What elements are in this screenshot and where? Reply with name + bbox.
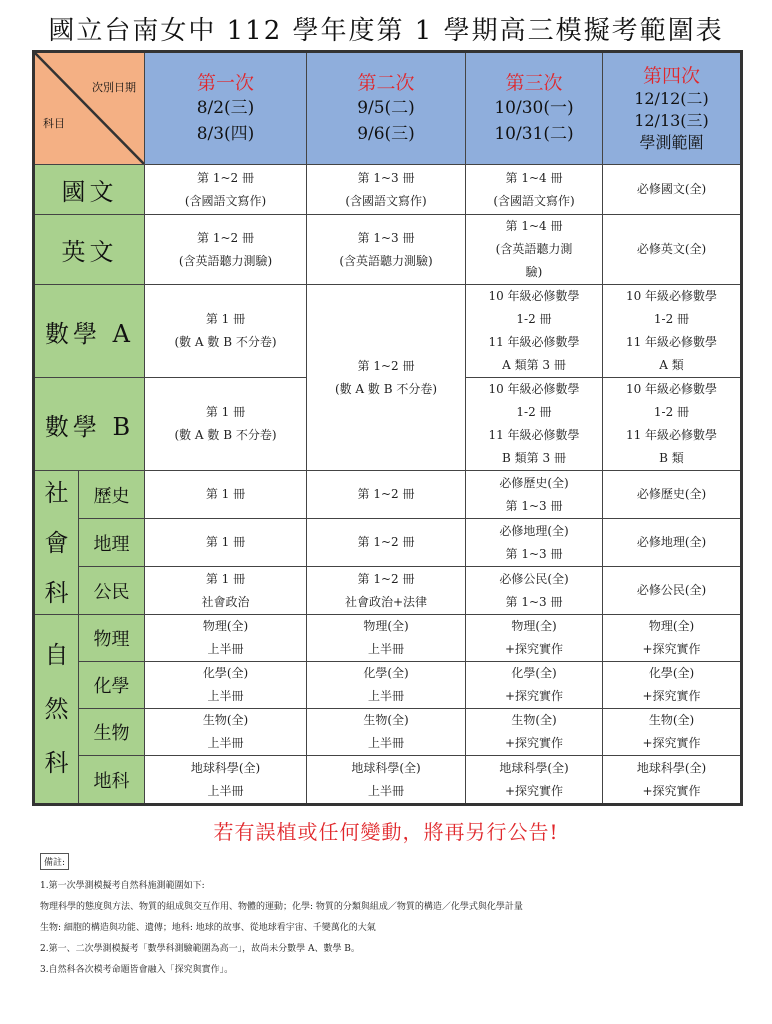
table-row — [34, 615, 742, 662]
scope-cell: 生物(全) 上半冊 — [145, 709, 307, 756]
scope-cell: 必修國文(全) — [603, 165, 742, 215]
corner-subject-label: 科目 — [43, 117, 65, 130]
subject-label: 公民 — [79, 567, 145, 615]
subject-label: 歷史 — [79, 471, 145, 519]
exam-scope-table — [32, 50, 743, 806]
scope-cell: 必修英文(全) — [603, 215, 742, 285]
scope-cell: 10 年級必修數學 1-2 冊 11 年級必修數學 B 類第 3 冊 — [466, 378, 603, 471]
remark-line: 物理科學的態度與方法、物質的組成與交互作用、物體的運動；化學: 物質的分類與組成／物質的構造／化學式與化學計量 — [40, 902, 523, 912]
page-title: 國立台南女中 112 學年度第 1 學期高三模擬考範圍表 — [48, 16, 724, 46]
exam-3-header — [466, 52, 603, 165]
exam-date: 10/31(二) — [494, 123, 574, 144]
scope-cell: 第 1~4 冊 (含英語聽力測 驗) — [466, 215, 603, 285]
exam-label: 第二次 — [357, 71, 415, 94]
subject-label: 地科 — [79, 756, 145, 805]
scope-cell-merged: 第 1~2 冊 (數 A 數 B 不分卷) — [307, 285, 466, 471]
scope-cell: 地球科學(全) +探究實作 — [603, 756, 742, 805]
exam-date: 10/30(一) — [494, 97, 574, 118]
scope-cell: 物理(全) 上半冊 — [145, 615, 307, 662]
scope-cell: 第 1 冊 — [145, 471, 307, 519]
scope-cell: 10 年級必修數學 1-2 冊 11 年級必修數學 A 類 — [603, 285, 742, 378]
scope-cell: 化學(全) 上半冊 — [307, 662, 466, 709]
exam-date: 8/3(四) — [196, 123, 255, 144]
scope-cell: 生物(全) +探究實作 — [466, 709, 603, 756]
exam-2-header — [307, 52, 466, 165]
remarks-section — [40, 853, 740, 985]
remark-line: 生物: 細胞的構造與功能、遺傳；地科: 地球的故事、從地球看宇宙、千變萬化的大氣 — [40, 923, 376, 933]
table-row — [34, 662, 742, 709]
scope-cell: 地球科學(全) +探究實作 — [466, 756, 603, 805]
scope-cell: 第 1 冊 (數 A 數 B 不分卷) — [145, 378, 307, 471]
subject-label: 生物 — [79, 709, 145, 756]
scope-cell: 化學(全) 上半冊 — [145, 662, 307, 709]
scope-cell: 第 1~4 冊 (含國語文寫作) — [466, 165, 603, 215]
subject-label: 物理 — [79, 615, 145, 662]
diagonal-line — [35, 53, 144, 164]
scope-cell: 物理(全) 上半冊 — [307, 615, 466, 662]
table-row — [34, 756, 742, 805]
remark-line: 2.第一、二次學測模擬考「數學科測驗範圍為高一」，故尚未分數學 A、數學 B。 — [40, 944, 360, 954]
scope-cell: 第 1~2 冊 (含國語文寫作) — [145, 165, 307, 215]
exam-scope-note: 學測範圍 — [639, 132, 704, 152]
scope-cell: 物理(全) +探究實作 — [603, 615, 742, 662]
scope-cell: 化學(全) +探究實作 — [466, 662, 603, 709]
scope-cell: 第 1 冊 (數 A 數 B 不分卷) — [145, 285, 307, 378]
exam-date: 9/6(三) — [357, 123, 415, 144]
table-row — [34, 215, 742, 285]
scope-cell: 必修地理(全) — [603, 519, 742, 567]
remarks-title: 備註: — [40, 853, 69, 870]
scope-cell: 必修歷史(全) 第 1~3 冊 — [466, 471, 603, 519]
scope-cell: 生物(全) 上半冊 — [307, 709, 466, 756]
exam-label: 第四次 — [642, 64, 700, 87]
scope-cell: 必修公民(全) 第 1~3 冊 — [466, 567, 603, 615]
scope-cell: 必修公民(全) — [603, 567, 742, 615]
scope-cell: 必修地理(全) 第 1~3 冊 — [466, 519, 603, 567]
exam-date: 12/13(三) — [634, 110, 709, 130]
subject-label: 數學 A — [34, 285, 145, 378]
exam-date: 8/2(三) — [196, 97, 255, 118]
table-row — [34, 471, 742, 519]
scope-cell: 第 1~2 冊 社會政治+法律 — [307, 567, 466, 615]
scope-cell: 10 年級必修數學 1-2 冊 11 年級必修數學 B 類 — [603, 378, 742, 471]
scope-cell: 第 1~3 冊 (含國語文寫作) — [307, 165, 466, 215]
scope-cell: 必修歷史(全) — [603, 471, 742, 519]
exam-label: 第一次 — [196, 71, 254, 94]
corner-date-label: 次別日期 — [92, 81, 136, 94]
scope-cell: 地球科學(全) 上半冊 — [307, 756, 466, 805]
table-corner — [34, 52, 145, 165]
remark-line: 3.自然科各次模考命題皆會融入「探究與實作」。 — [40, 965, 234, 975]
table-row — [34, 165, 742, 215]
scope-cell: 生物(全) +探究實作 — [603, 709, 742, 756]
subject-label: 化學 — [79, 662, 145, 709]
scope-cell: 10 年級必修數學 1-2 冊 11 年級必修數學 A 類第 3 冊 — [466, 285, 603, 378]
scope-cell: 第 1 冊 — [145, 519, 307, 567]
scope-cell: 物理(全) +探究實作 — [466, 615, 603, 662]
group-social-studies: 社 會 科 — [34, 471, 79, 615]
exam-date: 9/5(二) — [357, 97, 415, 118]
subject-label: 國文 — [34, 165, 145, 215]
scope-cell: 第 1 冊 社會政治 — [145, 567, 307, 615]
subject-label: 地理 — [79, 519, 145, 567]
group-natural-science: 自 然 科 — [34, 615, 79, 805]
remark-line: 1.第一次學測模擬考自然科施測範圍如下: — [40, 881, 205, 891]
table-row — [34, 519, 742, 567]
scope-cell: 第 1~3 冊 (含英語聽力測驗) — [307, 215, 466, 285]
scope-cell: 第 1~2 冊 — [307, 519, 466, 567]
scope-cell: 地球科學(全) 上半冊 — [145, 756, 307, 805]
table-row — [34, 567, 742, 615]
scope-cell: 第 1~2 冊 (含英語聽力測驗) — [145, 215, 307, 285]
change-notice: 若有誤植或任何變動，將再另行公告! — [213, 820, 559, 844]
table-row — [34, 285, 742, 378]
exam-1-header — [145, 52, 307, 165]
table-row — [34, 709, 742, 756]
subject-label: 英文 — [34, 215, 145, 285]
scope-cell: 化學(全) +探究實作 — [603, 662, 742, 709]
subject-label: 數學 B — [34, 378, 145, 471]
exam-date: 12/12(二) — [634, 88, 709, 108]
exam-label: 第三次 — [505, 71, 563, 94]
exam-4-header — [603, 52, 742, 165]
scope-cell: 第 1~2 冊 — [307, 471, 466, 519]
